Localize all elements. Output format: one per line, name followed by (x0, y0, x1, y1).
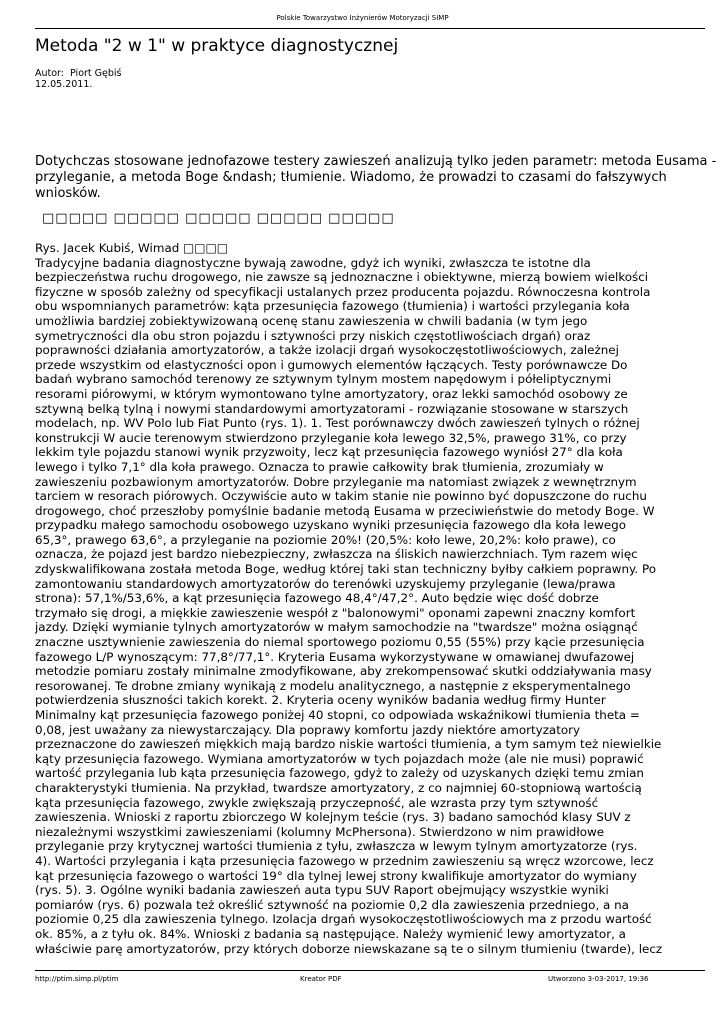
body-line: zdyskwalifikowana została metoda Boge, według której taki stan techniczny byłby całkiem poprawny. Po (35, 562, 656, 577)
body-line: resorowanej. Te drobne zmiany wynikają z modelu analitycznego, a następnie z eksperymentalnego (35, 678, 631, 693)
body-line: obu wspomnianych parametrów: kąta przesunięcia fazowego (tłumienia) i wartości przylegania koła (35, 299, 630, 314)
body-line: wartość przylegania lub kąta przesunięcia fazowego, gdyż to zależy od uzyskanych dzięki temu zmian (35, 766, 644, 781)
body-line: przede wszystkim od elastyczności opon i gumowych elementów łączących. Testy porównawcze Do (35, 357, 628, 372)
lead-paragraph (35, 154, 717, 202)
lead-line: Dotychczas stosowane jednofazowe testery zawieszeń analizują tylko jeden parametr: metoda Eusama - (35, 154, 717, 169)
body-line: kąty przesunięcia fazowego. Wymiana amortyzatorów w tych pojazdach może (ale nie musi) poprawić (35, 751, 644, 766)
body-line: lekkim tyle pojazdu stanowi wynik przyzwoity, lecz kąt przesunięcia fazowego wyniósł 27° dla koła (35, 445, 623, 460)
body-line: pomiarów (rys. 6) pozwala też określić sztywność na poziomie 0,2 dla zawieszenia przedniego, a na (35, 897, 629, 912)
body-line: badań wybrano samochód terenowy ze sztywnym tylnym mostem napędowym i półeliptycznymi (35, 372, 612, 387)
body-line: kąta przesunięcia fazowego, zwykle zwiększają przyczepność, ale wzrasta przy tym sztywność (35, 795, 599, 810)
body-line: lewego i tylko 7,1° dla koła prawego. Oznacza to prawie całkowity brak tłumienia, zrozumiały w (35, 459, 604, 474)
body-line: metodzie pomiaru zostały minimalne zmodyfikowane, aby zrekompensować skutki oddziaływania masy (35, 664, 652, 679)
body-line: Minimalny kąt przesunięcia fazowego poniżej 40 stopni, co odpowiada wskaźnikowi tłumienia theta = (35, 708, 640, 722)
header-divider (35, 28, 705, 29)
header-organization: Polskie Towarzystwo Inżynierów Motoryzacji SIMP (276, 14, 449, 22)
date-line: 12.05.2011. (35, 79, 93, 90)
footer-created: Utworzono 3-03-2017, 19:36 (548, 975, 649, 983)
body-line: strona): 57,1%/53,6%, a kąt przesunięcia fazowego 48,4°/47,2°. Auto będzie więc dość dobrze (35, 591, 599, 606)
footer-generator: Kreator PDF (300, 975, 342, 983)
body-line: przyleganie przy krytycznej wartości tłumienia z tyłu, zwłaszcza w lewym tylnym amortyzatorze (rys. (35, 839, 638, 854)
body-line: tarciem w resorach piórowych. Oczywiście auto w takim stanie nie powinno być dopuszczone do ruchu (35, 489, 647, 504)
body-line: potwierdzenia słuszności takich korekt. 2. Kryteria oceny wyników badania według firmy Hunter (35, 693, 606, 708)
lead-line: wniosków. (35, 186, 101, 201)
body-line: zawieszenia. Wnioski z raportu zbiorczego W kolejnym teście (rys. 3) badano samochód klasy SUV z (35, 810, 631, 825)
body-line: charakterystyki tłumienia. Na przykład, twardsze amortyzatory, z co najmniej 60-stopniową wartością (35, 780, 642, 795)
body-line: symetryczności dla obu stron pojazdu i sztywności przy niskich częstotliwościach drgań) oraz (35, 328, 591, 343)
author-line: Autor: Piort Gębiś (35, 68, 122, 79)
body-line: poziomie 0,25 dla zawieszenia tylnego. Izolacja drgań wysokoczęstotliwościowych ma z przodu wartość (35, 912, 652, 927)
body-line: zawieszeniu pozbawionym amortyzatorów. Dobre przyleganie ma natomiast związek z wewnętrznym (35, 474, 637, 489)
body-line: fazowego L/P wynoszącym: 77,8°/77,1°. Kryteria Eusama wykorzystywane w omawianej dwufazowej (35, 649, 635, 664)
body-line: przypadku małego samochodu osobowego uzyskano wyniki przesunięcia fazowego dla koła lewego (35, 518, 626, 533)
body-line: bezpieczeństwa ruchu drogowego, nie zawsze są jednoznaczne i obiektywne, mierzą bowiem wielkości (35, 270, 649, 285)
body-line: resorami piórowymi, w którym wymontowano tylne amortyzatory, oraz lekki samochód osobowy ze (35, 386, 628, 401)
body-line: znaczne usztywnienie zawieszenia do niemal sportowego poziomu 0,55 (55%) przy kącie przesunięcia (35, 635, 645, 650)
body-line: konstrukcji W aucie terenowym stwierdzono przyleganie koła lewego 32,5%, prawego 31%, co przy (35, 430, 627, 445)
body-line: zamontowaniu standardowych amortyzatorów do terenówki uzyskujemy przyleganie (lewa/prawa (35, 576, 616, 591)
body-line: przeznaczone do zawieszeń miękkich mają bardzo niskie wartości tłumienia, a tym samym też niewielkie (35, 737, 662, 752)
body-line: 65,3°, prawego 63,6°, a przyleganie na poziomie 20%! (20,5%: koło lewe, 20,2%: koło prawe), co (35, 532, 616, 547)
body-line: jazdy. Dzięki wymianie tylnych amortyzatorów w małym samochodzie na "twardsze" można osiągnąć (35, 620, 638, 635)
missing-glyphs-line: □□□□□ □□□□□ □□□□□ □□□□□ □□□□□ (42, 211, 395, 226)
body-line: drogowego, choć przeszłoby pomyślnie badanie metodą Eusama w przeciwieństwie do metody Boge. W (35, 503, 655, 518)
body-line: umożliwia bardziej zobiektywizowaną ocenę stanu zawieszenia w chwili badania (w tym jego (35, 313, 588, 328)
footer-url-link[interactable]: http://ptim.simp.pl/ptim (35, 975, 119, 983)
footer-divider (35, 970, 705, 971)
body-line: Tradycyjne badania diagnostyczne bywają zawodne, gdyż ich wyniki, zwłaszcza te istotne dla (35, 255, 591, 270)
lead-line: przyleganie, a metoda Boge &ndash; tłumienie. Wiadomo, że prowadzi to czasami do fałszywych (35, 170, 667, 185)
body-line: Rys. Jacek Kubiś, Wimad □□□□ (35, 241, 228, 255)
body-line: właściwie parę amortyzatorów, przy których doborze niewskazane są te o silnym tłumieniu (twarde), lecz (35, 941, 663, 956)
body-line: kąt przesunięcia fazowego o wartości 19° dla tylnej lewej strony kwalifikuje amortyzator do wymiany (35, 868, 637, 883)
body-line: fizyczne w sposób zależny od specyfikacji ustalanych przez producenta pojazdu. Równoczesna kontrola (35, 284, 651, 299)
body-line: 4). Wartości przylegania i kąta przesunięcia fazowego w przednim zawieszeniu są wręcz wzorcowe, lecz (35, 853, 654, 868)
body-line: oznacza, że pojazd jest bardzo niebezpieczny, zwłaszcza na śliskich nawierzchniach. Tym razem więc (35, 547, 638, 562)
body-paragraph (35, 241, 705, 956)
article-meta (35, 68, 121, 90)
body-line: sztywną belką tylną i nowymi standardowymi amortyzatorami - rozwiązanie stosowane w starszych (35, 401, 629, 416)
body-line: 0,08, jest uważany za niewystarczający. Dla poprawy komfortu jazdy niektóre amortyzatory (35, 722, 581, 737)
body-line: modelach, np. WV Polo lub Fiat Punto (rys. 1). 1. Test porównawczy dwóch zawieszeń tylnych o różnej (35, 416, 640, 431)
body-line: (rys. 5). 3. Ogólne wyniki badania zawieszeń auta typu SUV Raport obejmujący wszystkie wyniki (35, 883, 609, 898)
page-title: Metoda "2 w 1" w praktyce diagnostycznej (35, 36, 399, 56)
body-line: poprawności działania amortyzatorów, a także izolacji drgań wysokoczęstotliwościowych, zależnej (35, 343, 619, 358)
body-line: trzymało się drogi, a miękkie zawieszenie wespół z "balonowymi" oponami zapewni znaczny komfort (35, 605, 636, 620)
body-line: niezależnymi wszystkimi zawieszeniami (kolumny McPhersona). Stwierdzono w nim prawidłowe (35, 824, 605, 839)
body-line: ok. 85%, a z tyłu ok. 84%. Wnioski z badania są następujące. Należy wymienić lewy amortyzator, a (35, 926, 626, 941)
